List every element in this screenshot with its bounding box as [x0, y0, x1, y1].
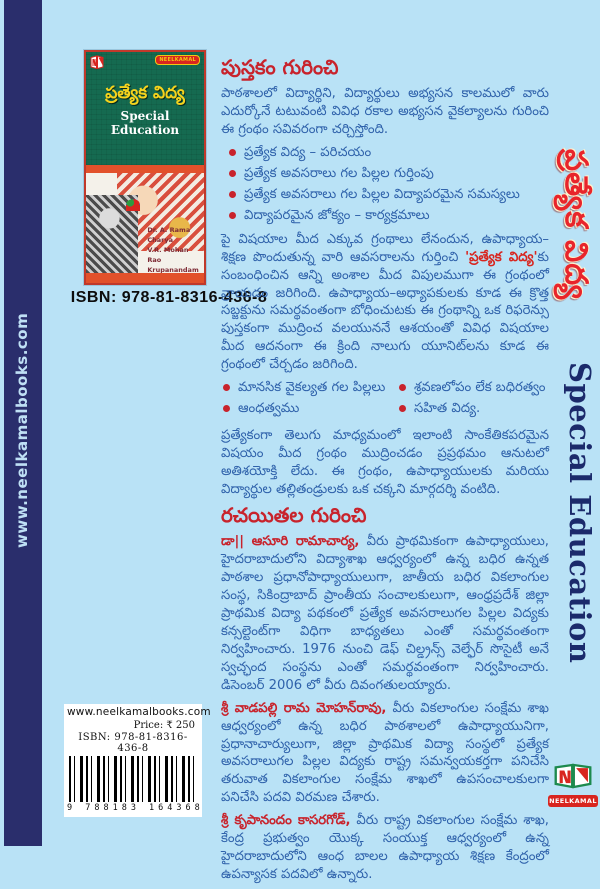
author-bio-3 [221, 812, 549, 884]
list-item [399, 379, 549, 397]
list-item [229, 207, 549, 225]
publisher-logo [548, 762, 598, 807]
list-item [229, 144, 549, 162]
cover-author-names [147, 225, 204, 273]
author-3-bio: వీరు రాష్ట్ర వికలాంగుల సంక్షేమ శాఖ, కేంద్ర ప్రభుత్వం యొక్క సంయుక్త ఆధ్వర్యంలో ఉన్న హైదరాబాదులోని ఆంధ బాలల ఉపాధ్యాయ శిక్షణ కేంద్రంలో ఉపన్యాసక పదవిలో ఉన్నారు. [221, 813, 549, 883]
list-item-label: విద్యాపరమైన జోక్యం – కార్యక్రమాలు [244, 207, 430, 223]
list-item-label: శ్రవణలోపం లేక బధిరత్వం [414, 380, 546, 396]
cover-brand-badge: NEELKAMAL [155, 55, 200, 65]
list-item [223, 400, 399, 418]
list-item [223, 379, 399, 397]
barcode-isbn-text: ISBN: 978-81-8316-436-8 [78, 732, 188, 754]
cover-photo-toy-icon [126, 199, 140, 211]
spine-strip [4, 0, 42, 846]
cover-author-3: Krupanandam [147, 266, 199, 273]
bullet-icon [229, 170, 236, 177]
bullet-icon [229, 212, 236, 219]
neelkamal-book-icon [90, 55, 104, 70]
cover-author-2: V.R. Mohan Rao [147, 246, 189, 265]
bullet-icon [399, 405, 406, 412]
bullet-icon [223, 405, 230, 412]
list-item-label: ప్రత్యేక అవసరాలు గల పిల్లల విద్యాపరమైన సమస్యలు [244, 186, 520, 202]
main-text-column [221, 52, 549, 889]
author-bio-2 [221, 700, 549, 808]
about-book-heading: పుస్తకం గురించి [221, 55, 339, 79]
author-1-name: డా|| ఆసూరి రామాచార్య, [221, 534, 360, 550]
barcode [69, 756, 197, 802]
extra-units-list [223, 379, 549, 421]
bullet-icon [223, 384, 230, 391]
author-bio-1 [221, 533, 549, 695]
cover-header-panel [86, 52, 204, 165]
list-item [399, 400, 549, 418]
bullet-icon [229, 149, 236, 156]
cover-title-telugu: ప్రత్యేక విద్య [105, 83, 185, 103]
side-title-telugu: ప్రత్యేక విద్య [558, 149, 594, 301]
author-2-name: శ్రీ వాడపల్లి రామ మోహన్‌రావు, [221, 700, 387, 716]
isbn-text: ISBN: 978-81-8316-436-8 [70, 289, 268, 306]
price-text: Price: ₹ 250 [133, 720, 195, 731]
book-cover-thumbnail [84, 50, 206, 285]
cover-stripe-top [86, 165, 204, 173]
paragraph-2-lead: పై విషయాల మీద ఎక్కువ గ్రంథాలు లేనందున, ఉపాధ్యాయ–శిక్షణ పొందుతున్న వారి ఆవసరాలను గుర్తించి [221, 231, 549, 265]
about-book-paragraph-1: పాఠశాలలో విద్యార్థిని, విద్యార్థులు అభ్యసన కాలములో వారు ఎదుర్కోనే టటువంటి వివిధ రకాల అభ్యసన వైకల్యాలను గురించి ఈ గ్రంథం సవివరంగా చర్చిస్తోంది. [221, 86, 549, 137]
cover-author-1: Dr. A. Rama Charya [147, 226, 191, 245]
bullet-icon [399, 384, 406, 391]
barcode-website-text: www.neelkamalbooks.com [67, 706, 211, 718]
paragraph-2-highlight: 'ప్రత్యేక విద్య' [465, 249, 538, 265]
about-authors-heading: రచయితల గురించి [221, 503, 367, 528]
author-2-bio: వీరు వికలాంగుల సంక్షేమ శాఖ ఆధ్వర్యంలో ఉన్న బధిర పాఠశాలలో ఉపాధ్యాయునిగా, ప్రధానాచార్యులుగా, జిల్లా ప్రాథమిక విద్యా సంస్థలో ప్రత్యేక అవసరాలుగల పిల్లల విద్యకు రాష్ట్ర సమన్వయకర్తగా పనిచేసి తరువాత వికలాంగుల సంక్షేమ శాఖలో ఉపసంచాలకులగా పనిచేసి పదవి విరమణ చేశారు. [221, 700, 549, 806]
cover-photo-area [86, 173, 204, 273]
list-item-label: ప్రత్యేక విద్య – పరిచయం [244, 144, 372, 160]
book-topics-list [229, 144, 549, 225]
list-item [229, 186, 549, 204]
about-book-paragraph-2 [221, 231, 549, 375]
list-item [229, 165, 549, 183]
side-title-english: Special Education [563, 362, 597, 664]
list-item-label: ఆంధత్వము [238, 401, 300, 417]
author-1-bio: వీరు ప్రాథమికంగా ఉపాధ్యాయులు, హైదరాబాదులోని విద్యాశాఖ ఆధ్వర్యంలో ఉన్న బధిర ఉన్నత పాఠశాల ప్రధానోపాధ్యాయులుగా, జాతీయ బధిర వికలాంగుల సంస్థ, సికింద్రాబాద్ ప్రాంతీయ సంచాలకులుగా, ఆంధ్రప్రదేశ్ జిల్లా ప్రాథమిక విద్యా పథకంలో ప్రత్యేక అవసరాలుగల పిల్లల విద్యకు కన్సల్టెంట్‌గా విధిగా బాధ్యతలు ఎంతో సమర్థవంతంగా నిర్వహించారు. 1976 నుంచి డెఫ్ చిల్డ్రన్స్ వెల్ఫేర్ సొసైటీ అనే స్వచ్ఛంద సంస్థను ఎంతో సమర్థవంతంగా నిర్వహించారు. డిసెంబర్ 2006 లో వీరు దివంగతులయ్యారు. [221, 534, 549, 693]
spine-website-text: www.neelkamalbooks.com [13, 312, 31, 548]
neelkamal-book-icon [551, 762, 595, 790]
author-3-name: శ్రీ కృపానందం కాసరగోడ్, [221, 813, 351, 829]
list-item-label: ప్రత్యేక అవసరాలు గల పిల్లల గుర్తింపు [244, 165, 434, 181]
barcode-digits: 9 788183 164368 [67, 803, 204, 813]
about-book-paragraph-3: ప్రత్యేకంగా తెలుగు మాధ్యమంలో ఇలాంటి సాంకేతికపరమైన విషయం మీద గ్రంథం ముద్రించడం ప్రప్రథమం ఆనుటలో అతిశయోక్తి లేదు. ఈ గ్రంథం, ఉపాధ్యాయులకు మరియు విద్యార్థుల తల్లితండ్రులకు ఒక చక్కని మార్గదర్శి వంటిది. [221, 428, 549, 498]
paragraph-2-rest: కు సంబంధించిన ఆన్ని అంశాల మీద విపులముగా ఈ గ్రంథంలో వ్రాయడం జరిగింది. ఉపాధ్యాయ–అధ్యాపకులకు కూడ ఈ క్రొత్త సబ్జక్టును సమర్థవంతంగా బోధించుటకు ఈ గ్రంథాన్ని ఒక రిఫరెన్సు పుస్తకంగా ముద్రించ వలయుననే ఆశయంతో వివిధ విషయాల మీద ఆదనంగా ఈ క్రింది నాలుగు యూనిట్‌లను కూడ ఈ గ్రంథంలో చేర్చడం జరిగింది. [221, 249, 549, 373]
list-item-label: మానసిక వైకల్యత గల పిల్లలు [238, 380, 386, 396]
publisher-name-badge: NEELKAMAL [549, 797, 597, 805]
cover-stripe-bottom [86, 273, 204, 283]
barcode-panel [64, 704, 211, 817]
list-item-label: సహిత విద్య. [414, 401, 481, 417]
cover-title-english: Special Education [110, 108, 180, 137]
bullet-icon [229, 191, 236, 198]
